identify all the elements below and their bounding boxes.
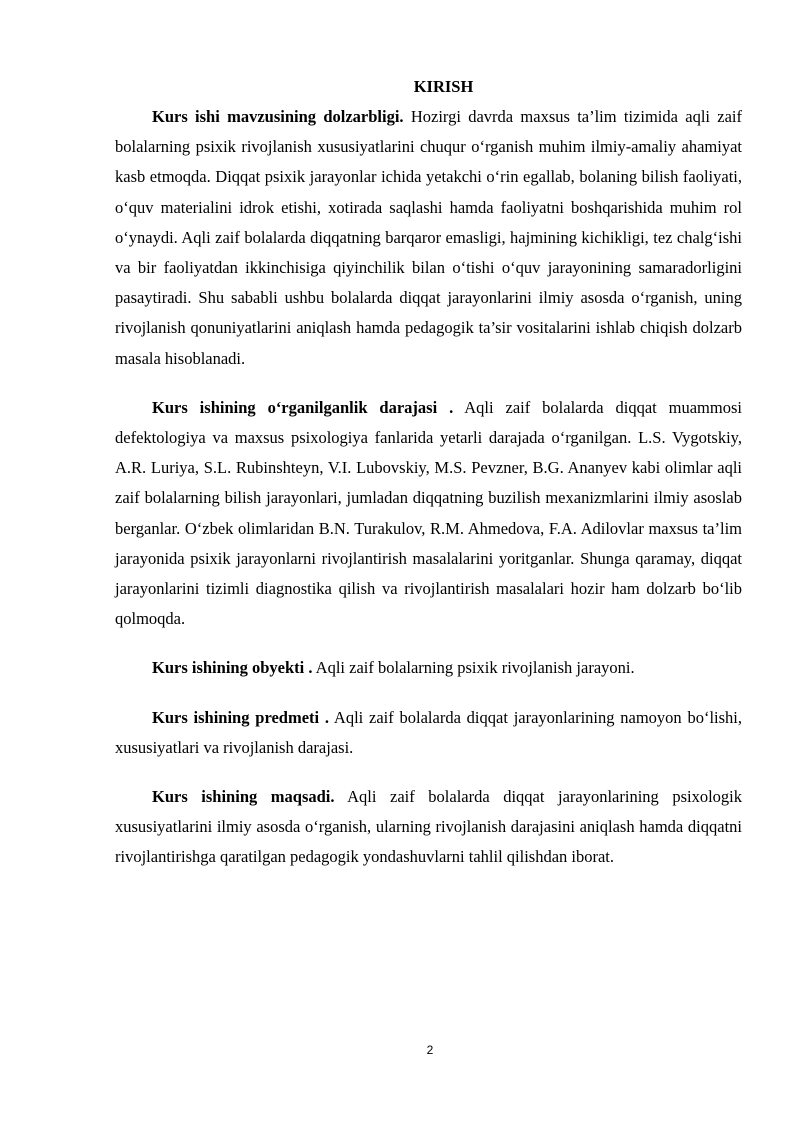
paragraph-study-level bbox=[115, 393, 742, 635]
paragraph-text: Aqli zaif bolalarda diqqat jarayonlarining namoyon bo‘lishi, xususiyatlari va rivojlanish darajasi. bbox=[115, 707, 743, 757]
paragraph-lead: Kurs ishining obyekti . bbox=[152, 658, 313, 678]
page-number: 2 bbox=[426, 1043, 434, 1057]
paragraph-text: Hozirgi davrda maxsus ta’lim tizimida aqli zaif bolalarning psixik rivojlanish xususiyatlarini chuqur o‘rganish muhim ilmiy-amaliy ahamiyat kasb etmoqda. Diqqat psixik jarayonlar ichida yetakchi o‘rin egallab, bolaning bilish faoliyati, o‘quv materialini idrok etishi, xotirada saqlashi hamda faoliyatni boshqarishida muhim rol o‘ynaydi. Aqli zaif bolalarda diqqatning barqaror emasligi, hajmining kichikligi, tez chalg‘ishi va bir faoliyatdan ikkinchisiga qiyinchilik bilan o‘tishi o‘quv jarayonining samaradorligini pasaytiradi. Shu sababli ushbu bolalarda diqqat jarayonlarini ilmiy asosda o‘rganish, uning rivojlanish qonuniyatlarini aniqlash hamda pedagogik ta’sir vositalarini ishlab chiqish dolzarb masala hisoblanadi. bbox=[115, 107, 743, 368]
paragraph-lead: Kurs ishining predmeti . bbox=[152, 707, 330, 727]
paragraph-lead: Kurs ishining o‘rganilganlik darajasi . bbox=[152, 397, 454, 417]
paragraph-object bbox=[115, 653, 742, 683]
paragraph-goal bbox=[115, 782, 742, 873]
paragraph-text: Aqli zaif bolalarning psixik rivojlanish jarayoni. bbox=[312, 658, 635, 678]
paragraph-text: Aqli zaif bolalarda diqqat muammosi defektologiya va maxsus psixologiya fanlarida yetarli darajada o‘rganilgan. L.S. Vygotskiy, A.R. Luriya, S.L. Rubinshteyn, V.I. Lubovskiy, M.S. Pevzner, B.G. Ananyev kabi olimlar aqli zaif bolalarning bilish jarayonlari, jumladan diqqatning buzilish mexanizmlarini ilmiy asoslab berganlar. O‘zbek olimlaridan B.N. Turakulov, R.M. Ahmedova, F.A. Adilovlar maxsus ta’lim jarayonida psixik jarayonlarni rivojlantirish masalalarini yoritganlar. Shunga qaramay, diqqat jarayonlarini tizimli diagnostika qilish va rivojlantirish masalalari hozir ham dolzarb bo‘lib qolmoqda. bbox=[115, 397, 742, 629]
section-heading: KIRISH bbox=[413, 77, 474, 96]
paragraph-lead: Kurs ishining maqsadi. bbox=[152, 787, 335, 807]
paragraph-relevance bbox=[115, 102, 742, 374]
paragraph-lead: Kurs ishi mavzusining dolzarbligi. bbox=[152, 107, 404, 126]
document-page bbox=[115, 72, 742, 873]
paragraph-subject bbox=[115, 703, 742, 763]
paragraph-text: Aqli zaif bolalarda diqqat jarayonlarining psixologik xususiyatlarini ilmiy asosda o‘rganish, ularning rivojlanish darajasini aniqlash hamda diqqatni rivojlantirishga qaratilgan pedagogik yondashuvlarni tahlil qilishdan iborat. bbox=[115, 787, 742, 867]
